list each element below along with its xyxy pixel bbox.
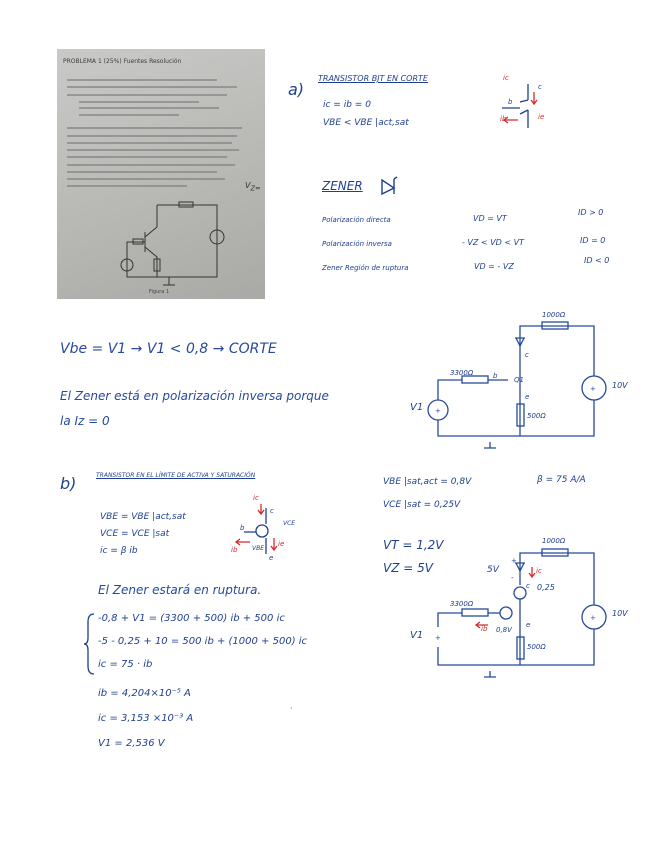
photo-figure-label: Figura 1 [149, 289, 170, 295]
a-text2: la Iz = 0 [60, 414, 110, 428]
param-vce: VCE |sat = 0,25V [383, 500, 461, 510]
system-eq-3: ic = 75 · ib [98, 659, 153, 670]
circuit-b-v1: V1 [410, 630, 424, 641]
zener-mode-1: Polarización inversa [322, 240, 392, 248]
param-vt: VT = 1,2V [383, 538, 444, 552]
vbe-line: Vbe = V1 → V1 < 0,8 → CORTE [60, 341, 277, 357]
system-eq-1: -0,8 + V1 = (3300 + 500) ib + 500 ic [98, 613, 285, 624]
a-bjt-c: c [538, 83, 542, 91]
a-bjt-symbol [490, 76, 560, 136]
b-bjt-ib: ib [231, 546, 238, 554]
circuit-b-plus: + [511, 557, 517, 565]
problem-photo [57, 49, 265, 299]
circuit-a-re: 500Ω [527, 412, 546, 420]
param-vz: VZ = 5V [383, 561, 433, 575]
circuit-b-re: 500Ω [527, 643, 546, 651]
circuit-b-ic: ic [536, 567, 542, 575]
circuit-a-r1: 1000Ω [542, 311, 566, 319]
part-a-label: a) [288, 80, 305, 99]
circuit-b-vsrc: 10V [612, 609, 628, 618]
a-bjt-ie: ie [538, 113, 545, 121]
param-vbe: VBE |sat,act = 0,8V [383, 477, 472, 487]
b-eq2: VCE = VCE |sat [100, 529, 170, 539]
part-b-label: b) [60, 474, 77, 493]
b-bjt-b: b [240, 524, 245, 532]
zener-icon [378, 176, 402, 196]
circuit-a-c: c [525, 351, 529, 359]
b-eq3: ic = β ib [100, 546, 138, 556]
circuit-a-vsrc: 10V [612, 381, 628, 390]
result-ic: ic = 3,153 ×10⁻³ A [98, 713, 194, 724]
result-v1: V1 = 2,536 V [98, 738, 165, 749]
a-bjt-ic: ic [503, 74, 509, 82]
circuit-b-e: e [526, 621, 531, 629]
b-bjt-e: e [269, 554, 274, 562]
circuit-b-v025: 0,25 [537, 583, 555, 592]
circuit-b-minus: - [511, 574, 514, 582]
svg-text:+: + [590, 385, 596, 393]
circuit-b-ib: ib [481, 625, 488, 633]
circuit-a-q: Q1 [514, 376, 524, 384]
stray-mark: · [290, 704, 293, 713]
a-eq1: ic = ib = 0 [323, 100, 371, 110]
circuit-b-v08: 0,8V [496, 626, 512, 634]
circuit-b-r1: 1000Ω [542, 537, 566, 545]
zener-mode-0: Polarización directa [322, 216, 391, 224]
circuit-a-b: b [493, 372, 498, 380]
a-bjt-b: b [508, 98, 513, 106]
b-bjt-ie: ie [278, 540, 285, 548]
circuit-b-rb: 3300Ω [450, 600, 474, 608]
zener-mode-2: Zener Región de ruptura [322, 264, 409, 272]
a-text1: El Zener está en polarización inversa porque [60, 389, 329, 403]
b-eq1: VBE = VBE |act,sat [100, 512, 186, 522]
b-heading: TRANSISTOR EN EL LÍMITE DE ACTIVA Y SATURACIÓN [96, 472, 256, 479]
a-heading: TRANSISTOR BJT EN CORTE [318, 74, 428, 83]
param-beta: β = 75 A/A [537, 475, 586, 485]
circuit-a-rb: 3300Ω [450, 369, 474, 377]
b-bjt-vbe: VBE [252, 545, 265, 552]
svg-text:+: + [435, 407, 441, 415]
a-bjt-ib: ib [500, 115, 507, 123]
a-eq2: VBE < VBE |act,sat [323, 118, 409, 128]
result-ib: ib = 4,204×10⁻⁵ A [98, 688, 191, 699]
photo-circuit [97, 197, 227, 292]
circuit-b-c: c [526, 582, 530, 590]
system-eq-2: -5 - 0,25 + 10 = 500 ib + (1000 + 500) ic [98, 636, 308, 647]
zener-v-0: VD = VT [473, 214, 507, 223]
b-bjt-ic: ic [253, 494, 259, 502]
zener-i-0: ID > 0 [578, 208, 604, 217]
zener-i-2: ID < 0 [584, 256, 610, 265]
b-bjt-vce: VCE [283, 520, 296, 527]
circuit-b-v5: 5V [487, 565, 499, 575]
circuit-a-e: e [525, 393, 530, 401]
zener-v-1: - VZ < VD < VT [462, 238, 524, 247]
zener-heading: ZENER [322, 179, 363, 193]
photo-vz-label: $V_{Z=}$ [245, 181, 261, 193]
zener-i-1: ID = 0 [580, 236, 606, 245]
photo-title: PROBLEMA 1 (25%) Fuentes Resolución [63, 58, 182, 65]
b-bjt-c: c [270, 507, 274, 515]
b-zener-text: El Zener estará en ruptura. [98, 583, 262, 597]
svg-text:+: + [435, 634, 441, 642]
circuit-b [420, 543, 620, 683]
svg-text:+: + [590, 614, 596, 622]
circuit-a-v1: V1 [410, 402, 424, 413]
zener-v-2: VD = - VZ [474, 262, 514, 271]
system-brace [84, 612, 96, 676]
